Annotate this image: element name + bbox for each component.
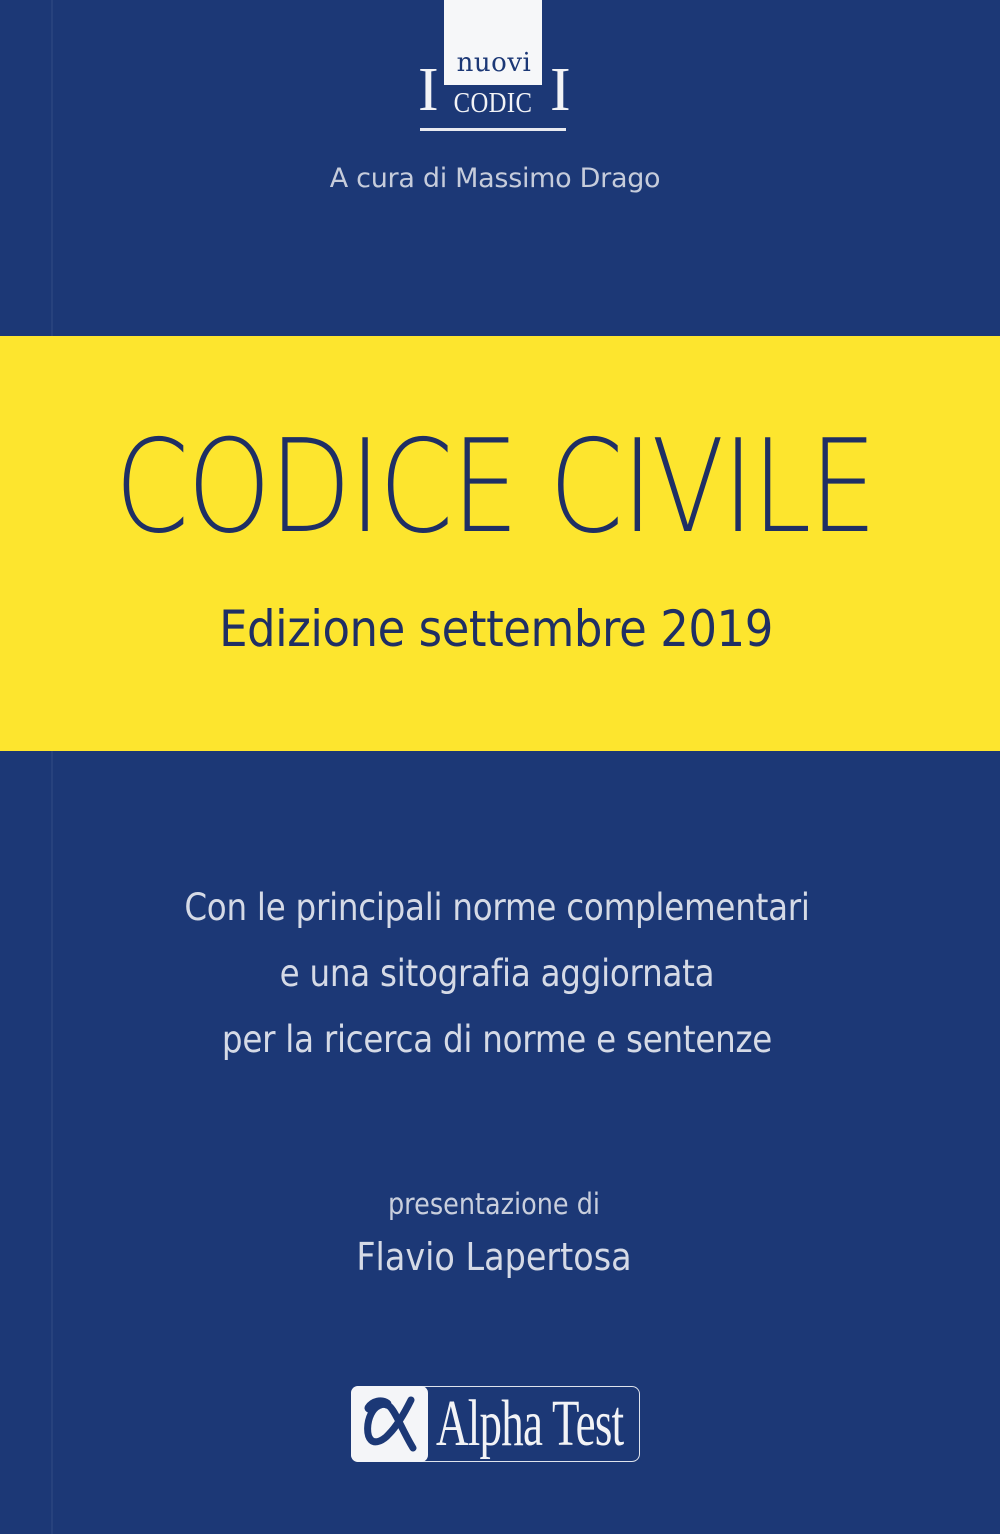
edition-subtitle: Edizione settembre 2019 bbox=[219, 600, 773, 658]
presentation-label: presentazione di bbox=[387, 1187, 601, 1221]
series-logo-bracket-right: I bbox=[550, 56, 571, 124]
series-logo-bottom-word: CODIC bbox=[453, 87, 533, 119]
series-logo bbox=[416, 0, 571, 135]
presentation-author: Flavio Lapertosa bbox=[356, 1235, 632, 1279]
series-logo-top-word: nuovi bbox=[456, 48, 532, 78]
series-logo-underline bbox=[420, 128, 566, 131]
alpha-icon bbox=[351, 1386, 428, 1462]
description-line: per la ricerca di norme e sentenze bbox=[221, 1018, 773, 1061]
series-logo-bracket-left: I bbox=[418, 56, 439, 124]
curator-credit: A cura di Massimo Drago bbox=[329, 163, 661, 194]
description bbox=[60, 875, 935, 1073]
publisher-logo bbox=[351, 1386, 640, 1462]
description-line: e una sitografia aggiornata bbox=[279, 952, 715, 995]
cover-crease bbox=[51, 0, 53, 1534]
description-line: Con le principali norme complementari bbox=[184, 886, 810, 929]
book-title: CODICE CIVILE bbox=[114, 413, 876, 562]
publisher-name: Alpha Test bbox=[436, 1387, 624, 1460]
